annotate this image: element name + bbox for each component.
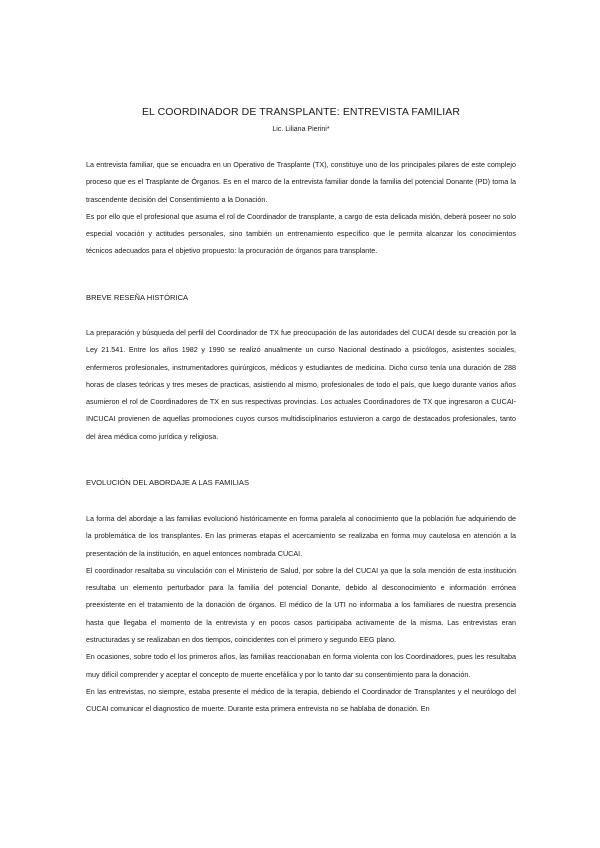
- history-paragraph-1: La preparación y búsqueda del perfil del Coordinador de TX fue preocupación de las autoridades del CUCAI desde su creación por la Ley 21.541. Entre los años 1982 y 1990 se realizó anualmente un curso Nacional destinado a psicólogos, asistentes sociales, enfermeros profesionales, instrumentadores quirúrgicos, médicos y estudiantes de medicina. Dicho curso tenía una duración de 288 horas de clases teóricas y tres meses de practicas, asistiendo al mismo, profesionales de todo el país, que luego durante varios años asumieron el rol de Coordinadores de TX en sus respectivas provincias. Los actuales Coordinadores de TX que ingresaron a CUCAI-INCUCAI provienen de aquellas promociones cuyos cursos multidisciplinarios estuvieron a cargo de destacados profesionales, tanto del área médica como jurídica y religiosa.: [86, 328, 516, 441]
- evolution-section: [86, 510, 516, 718]
- evolution-paragraph-3: En ocasiones, sobre todo el los primeros años, las familias reaccionaban en forma violenta con los Coordinadores, pues les resultaba muy difícil comprender y aceptar el concepto de muerte encefálica y por lo tanto dar su consentimiento para la donación.: [86, 652, 516, 679]
- section-heading-evolution: EVOLUCIÓN DEL ABORDAJE A LAS FAMILIAS: [86, 478, 250, 487]
- evolution-paragraph-4: En las entrevistas, no siempre, estaba presente el médico de la terapia, debiendo el Coordinador de Transplantes y el neurólogo del CUCAI comunicar el diagnostico de muerte. Durante esta primera entrevista no se hablaba de donación. En: [86, 686, 516, 714]
- history-section: [86, 324, 516, 445]
- intro-paragraph-1: La entrevista familiar, que se encuadra en un Operativo de Trasplante (TX), constituye uno de los principales pilares de este complejo proceso que es el Trasplante de Órganos. Es en el marco de la entrevista familiar donde la familia del potencial Donante (PD) toma la trascendente decisión del Consentimiento a la Donación.: [86, 160, 516, 204]
- intro-paragraph-2: Es por ello que el profesional que asuma el rol de Coordinador de transplante, a cargo de esta delicada misión, deberá poseer no solo especial vocación y actitudes personales, sino también un entrenamiento específico que le permita alcanzar los conocimientos técnicos adecuados para el objetivo propuesto: la procuración de órganos para transplante.: [86, 211, 516, 256]
- document-page: [86, 0, 516, 848]
- intro-section: [86, 156, 516, 260]
- document-author: Lic. Liliana Pierini*: [272, 126, 330, 133]
- section-heading-history: BREVE RESEÑA HISTÓRICA: [86, 293, 189, 302]
- evolution-paragraph-1: La forma del abordaje a las familias evolucionó históricamente en forma paralela al conocimiento que la población fue adquiriendo de la problemática de los transplantes. En las primeras etapas el acercamiento se realizaba en forma muy cautelosa en atención a la presentación de la institución, en aquel entonces nombrada CUCAI.: [86, 514, 516, 558]
- evolution-paragraph-2: El coordinador resaltaba su vinculación con el Ministerio de Salud, por sobre la del CUCAI ya que la sola mención de esta institución resultaba un elemento perturbador para la familia del potencial Donante, debido al desconocimiento e información errónea preexistente en el tratamiento de la donación de órganos. El médico de la UTI no informaba a los familiares de nuestra presencia hasta que llegaba el momento de la entrevista y en pocos casos participaba activamente de la misma. Las entrevistas eran estructuradas y se realizaban en dos tiempos, coincidentes con el primero y segundo EEG plano.: [86, 565, 516, 645]
- document-title: EL COORDINADOR DE TRANSPLANTE: ENTREVISTA FAMILIAR: [141, 106, 461, 118]
